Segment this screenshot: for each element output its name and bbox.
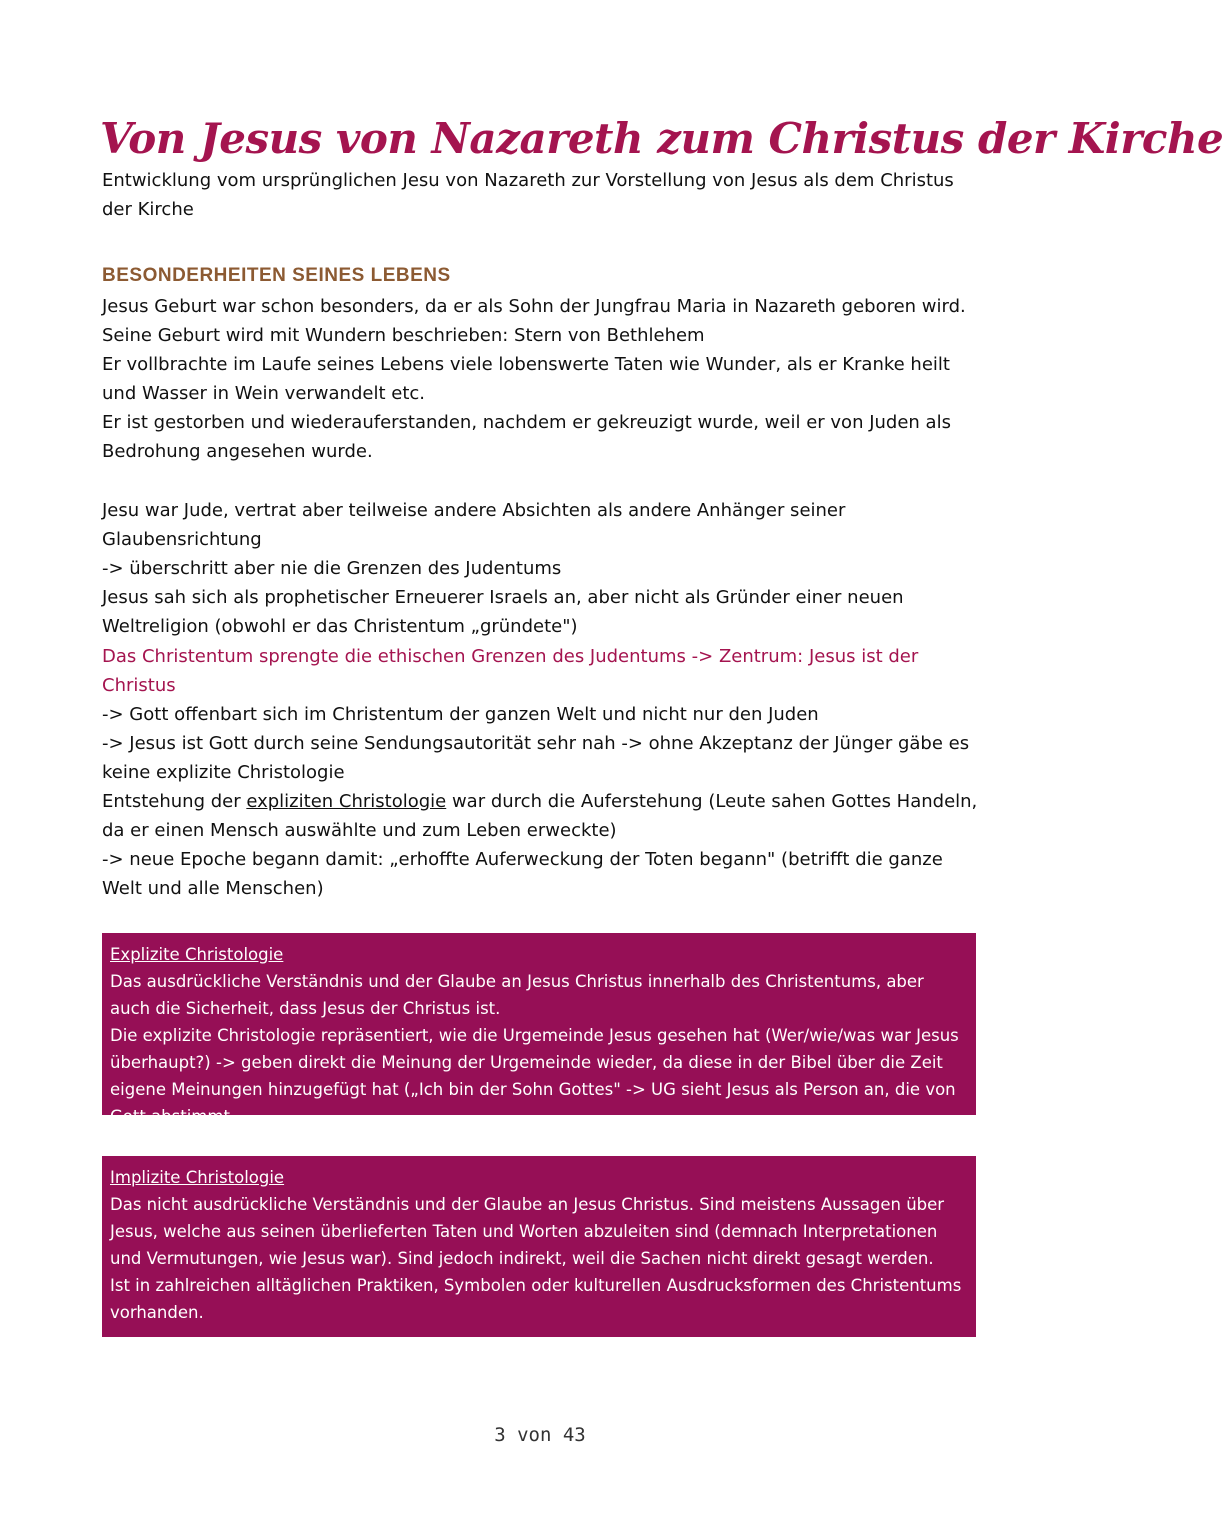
paragraph-christianity [102,642,982,787]
text-line: -> neue Epoche begann damit: „erhoffte Auferweckung der Toten begann" (betrifft die ganze Welt und alle Menschen) [102,849,943,899]
implicit-christology-box [102,1156,976,1337]
text-line [102,787,982,845]
text-line: Seine Geburt wird mit Wundern beschrieben: Stern von Bethlehem [102,325,705,346]
text-prefix: Entstehung der [102,791,247,812]
text-line: Jesu war Jude, vertrat aber teilweise andere Absichten als andere Anhänger seiner Glaubensrichtung [102,500,846,550]
explicit-christology-box [102,933,976,1126]
box-text: Ist in zahlreichen alltäglichen Praktiken, Symbolen oder kulturellen Ausdrucksformen des Christentums vorhanden. [110,1276,962,1322]
box-text: Die explizite Christologie repräsentiert, wie die Urgemeinde Jesus gesehen hat (Wer/wie/was war Jesus überhaupt?) -> geben direkt die Meinung der Urgemeinde wieder, da diese in der Bibel über die Zeit eigene Meinungen hinzugefügt hat („Ich bin der Sohn Gottes" -> UG sieht Jesus als Person an, die von Gott abstimmt [110,1026,959,1126]
text-line: Er vollbrachte im Laufe seines Lebens viele lobenswerte Taten wie Wunder, als er Kranke heilt und Wasser in Wein verwandelt etc. [102,354,950,404]
box-text: Das ausdrückliche Verständnis und der Glaube an Jesus Christus innerhalb des Christentums, aber auch die Sicherheit, dass Jesus der Christus ist. [110,972,924,1018]
section-heading: BESONDERHEITEN SEINES LEBENS [102,265,451,286]
subtitle: Entwicklung vom ursprünglichen Jesu von Nazareth zur Vorstellung von Jesus als dem Christus der Kirche [102,170,954,220]
highlight-line: Das Christentum sprengte die ethischen Grenzen des Judentums -> Zentrum: Jesus ist der Christus [102,646,919,696]
page-number: 3 von 43 [494,1424,586,1446]
text-line: Jesus sah sich als prophetischer Erneuerer Israels an, aber nicht als Gründer einer neuen Weltreligion (obwohl er das Christentum „gründete") [102,587,904,637]
text-line: -> Jesus ist Gott durch seine Sendungsautorität sehr nah -> ohne Akzeptanz der Jünger gäbe es keine explizite Christologie [102,733,970,783]
text-line: Er ist gestorben und wiederauferstanden, nachdem er gekreuzigt wurde, weil er von Juden als Bedrohung angesehen wurde. [102,412,951,462]
box-title: Implizite Christologie [110,1168,285,1187]
text-line: Jesus Geburt war schon besonders, da er als Sohn der Jungfrau Maria in Nazareth geboren wird. [102,296,966,317]
box-title: Explizite Christologie [110,945,284,964]
paragraph-jew [102,496,982,641]
underlined-term: expliziten Christologie [246,791,447,812]
paragraph-life [102,292,982,466]
text-line: -> Gott offenbart sich im Christentum der ganzen Welt und nicht nur den Juden [102,704,819,725]
text-suffix: war durch die Auferstehung (Leute sahen Gottes Handeln, da er einen Mensch auswählte und zum Leben erweckte) [102,791,978,841]
box-text: Das nicht ausdrückliche Verständnis und der Glaube an Jesus Christus. Sind meistens Aussagen über Jesus, welche aus seinen überlieferten Taten und Worten abzuleiten sind (demnach Interpretationen und Vermutungen, wie Jesus war). Sind jedoch indirekt, weil die Sachen nicht direkt gesagt werden. [110,1195,945,1268]
page-title: Von Jesus von Nazareth zum Christus der Kirche [100,114,1223,163]
paragraph-origin [102,787,982,903]
text-line: -> überschritt aber nie die Grenzen des Judentums [102,558,562,579]
